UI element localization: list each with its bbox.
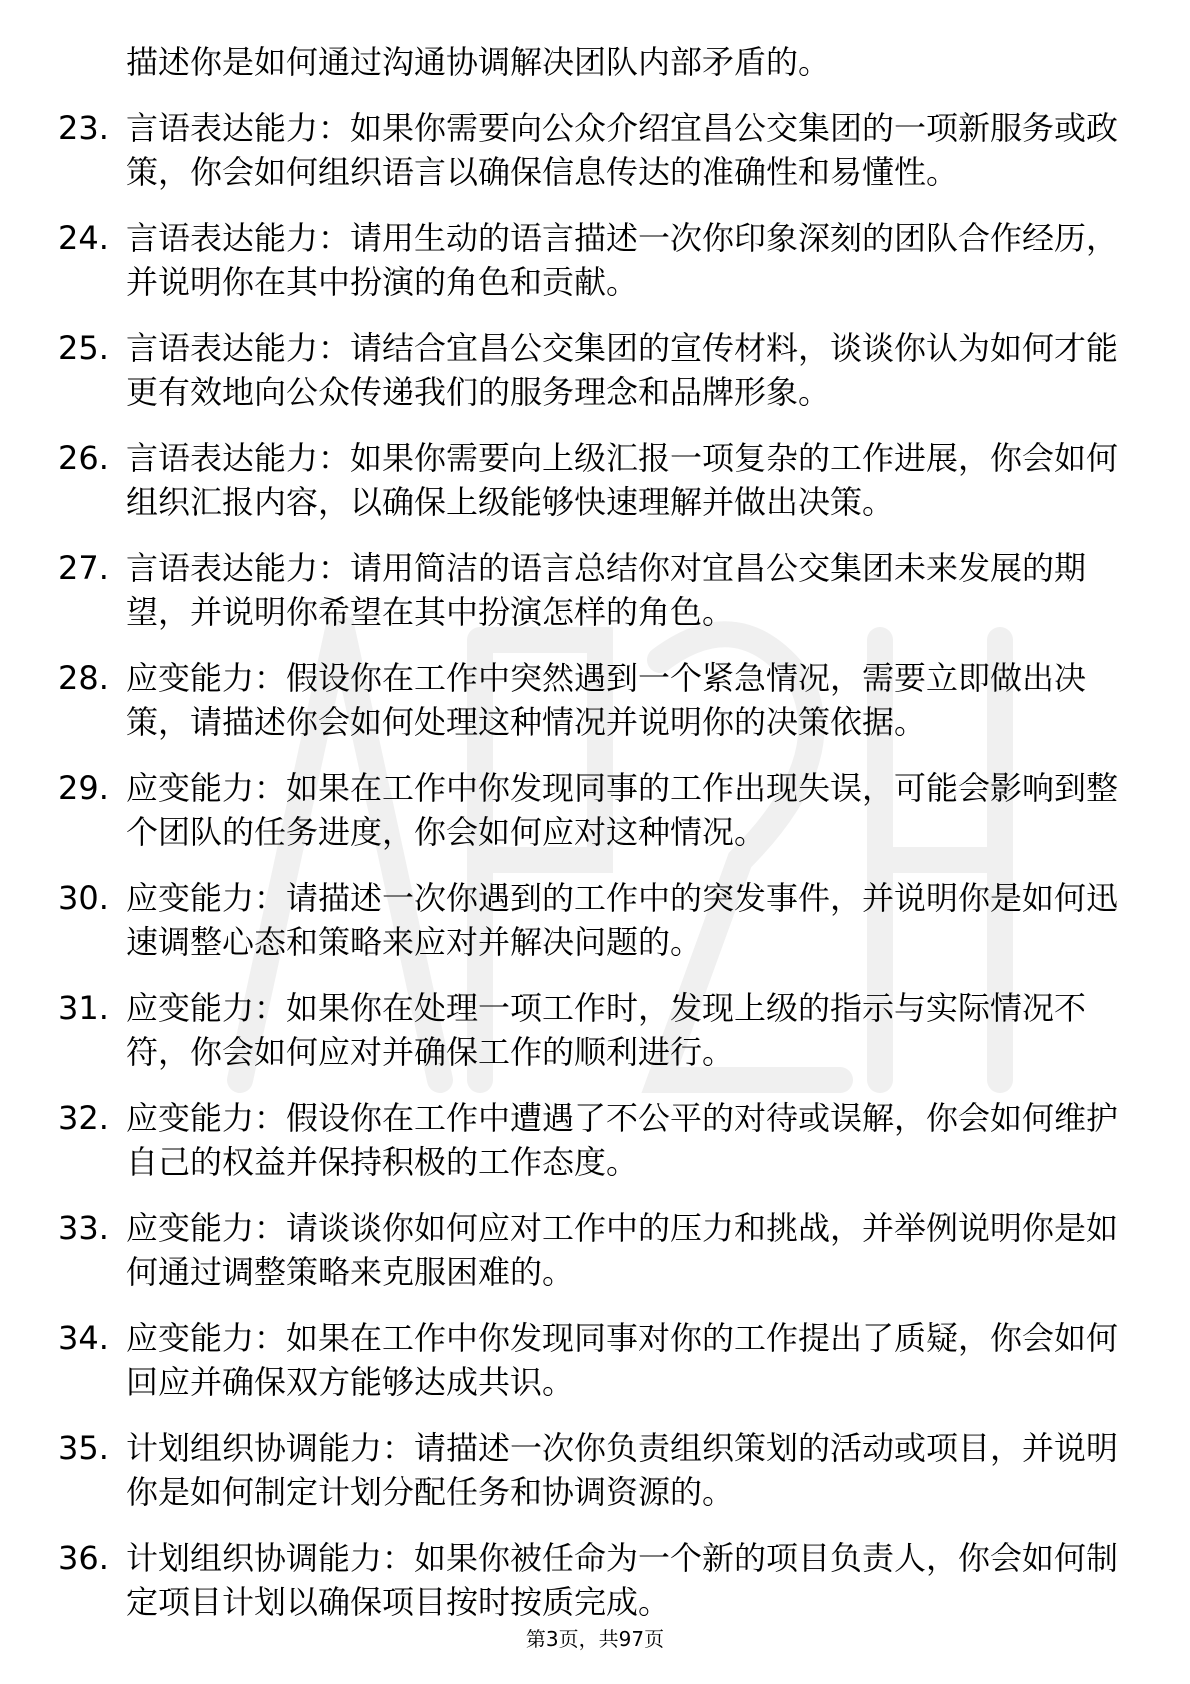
item-text: 应变能力：如果在工作中你发现同事对你的工作提出了质疑，你会如何回应并确保双方能够达成共识。 — [126, 1319, 1119, 1401]
item-number: 29. — [58, 769, 109, 807]
item-number: 24. — [58, 219, 109, 257]
list-item — [58, 546, 1118, 634]
list-item — [58, 986, 1118, 1074]
list-item — [58, 1316, 1118, 1404]
item-text: 应变能力：如果你在处理一项工作时，发现上级的指示与实际情况不符，你会如何应对并确保工作的顺利进行。 — [126, 989, 1087, 1071]
item-text: 言语表达能力：如果你需要向上级汇报一项复杂的工作进展，你会如何组织汇报内容，以确保上级能够快速理解并做出决策。 — [126, 439, 1119, 521]
list-item — [58, 326, 1118, 414]
item-text: 应变能力：请描述一次你遇到的工作中的突发事件，并说明你是如何迅速调整心态和策略来应对并解决问题的。 — [126, 879, 1119, 961]
list-item — [58, 876, 1118, 964]
list-item — [58, 216, 1118, 304]
item-number: 26. — [58, 439, 109, 477]
item-number: 33. — [58, 1209, 109, 1247]
item-text: 计划组织协调能力：如果你被任命为一个新的项目负责人，你会如何制定项目计划以确保项目按时按质完成。 — [126, 1539, 1119, 1621]
list-item — [58, 436, 1118, 524]
list-item — [58, 106, 1118, 194]
item-text: 计划组织协调能力：请描述一次你负责组织策划的活动或项目，并说明你是如何制定计划分配任务和协调资源的。 — [126, 1429, 1119, 1511]
item-text: 言语表达能力：如果你需要向公众介绍宜昌公交集团的一项新服务或政策，你会如何组织语言以确保信息传达的准确性和易懂性。 — [126, 109, 1119, 191]
list-item — [58, 656, 1118, 744]
list-item — [58, 766, 1118, 854]
item-number: 34. — [58, 1319, 109, 1357]
item-number: 25. — [58, 329, 109, 367]
continued-text: 描述你是如何通过沟通协调解决团队内部矛盾的。 — [126, 43, 831, 81]
item-number: 32. — [58, 1099, 109, 1137]
item-number: 28. — [58, 659, 109, 697]
list-item — [58, 1096, 1118, 1184]
item-text: 应变能力：请谈谈你如何应对工作中的压力和挑战，并举例说明你是如何通过调整策略来克服困难的。 — [126, 1209, 1119, 1291]
item-text: 应变能力：假设你在工作中突然遇到一个紧急情况，需要立即做出决策，请描述你会如何处理这种情况并说明你的决策依据。 — [126, 659, 1087, 741]
item-text: 言语表达能力：请用简洁的语言总结你对宜昌公交集团未来发展的期望，并说明你希望在其中扮演怎样的角色。 — [126, 549, 1087, 631]
item-number: 35. — [58, 1429, 109, 1467]
item-text: 应变能力：假设你在工作中遭遇了不公平的对待或误解，你会如何维护自己的权益并保持积极的工作态度。 — [126, 1099, 1119, 1181]
item-number: 30. — [58, 879, 109, 917]
item-number: 31. — [58, 989, 109, 1027]
question-list — [58, 40, 1118, 1646]
item-number: 23. — [58, 109, 109, 147]
item-number: 36. — [58, 1539, 109, 1577]
list-item — [58, 1206, 1118, 1294]
item-text: 言语表达能力：请结合宜昌公交集团的宣传材料，谈谈你认为如何才能更有效地向公众传递我们的服务理念和品牌形象。 — [126, 329, 1119, 411]
item-text: 应变能力：如果在工作中你发现同事的工作出现失误，可能会影响到整个团队的任务进度，你会如何应对这种情况。 — [126, 769, 1119, 851]
list-item — [58, 1536, 1118, 1624]
page-number-footer: 第3页，共97页 — [525, 1627, 665, 1651]
item-number: 27. — [58, 549, 109, 587]
list-item — [58, 1426, 1118, 1514]
item-text: 言语表达能力：请用生动的语言描述一次你印象深刻的团队合作经历，并说明你在其中扮演的角色和贡献。 — [126, 219, 1119, 301]
